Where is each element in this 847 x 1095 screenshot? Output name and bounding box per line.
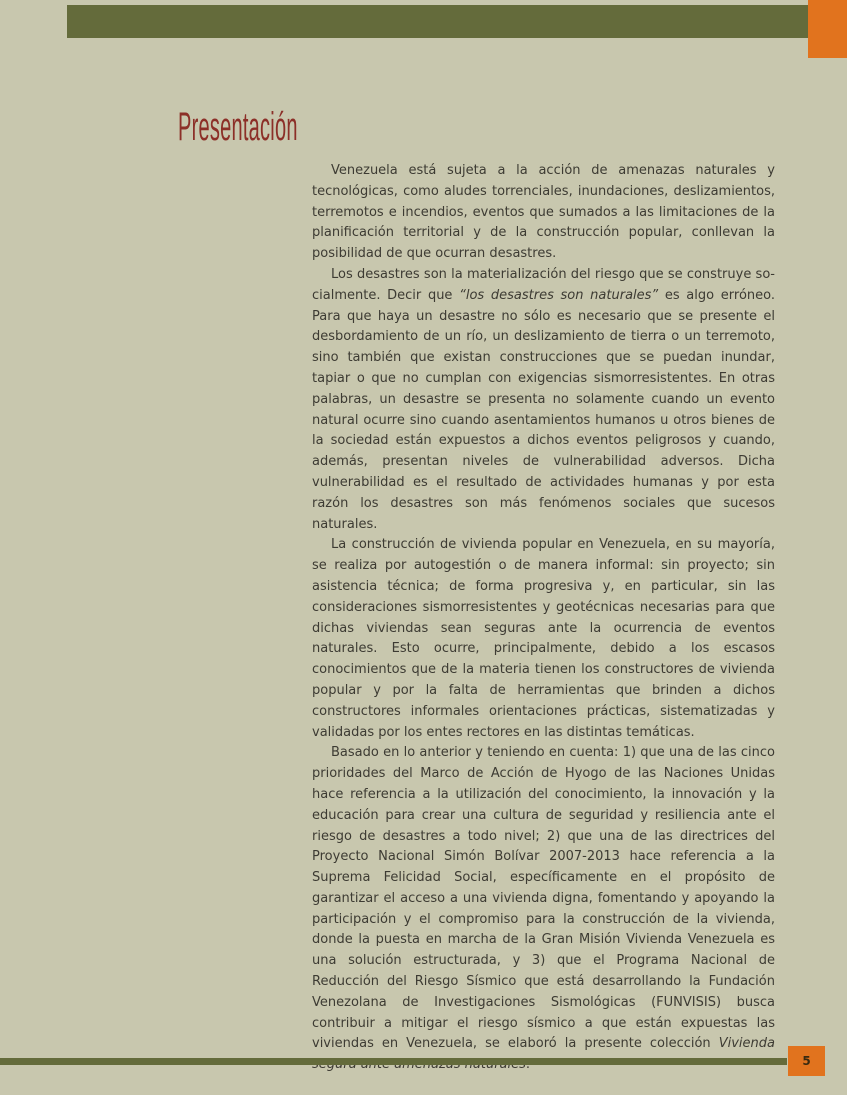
header-bar <box>67 5 827 38</box>
corner-accent-block <box>808 0 847 58</box>
paragraph-text: es algo erróneo. Para que haya un desastre no sólo es necesario que se presente el desbordamiento de un río, un deslizamiento de tierra o un terremoto, sino también que existan construcciones que se puedan inundar, tapiar o que no cumplan con exigencias sismorresistentes. En otras palabras, un desastre se presenta no solamente cuando un evento natural ocurre sino cuando asentamientos humanos u otros bienes de la sociedad están expuestos a dichos eventos peligrosos y cuando, además, presentan niveles de vulnerabilidad adversos. Dicha vulnerabilidad es el resultado de actividades humanas y por esta razón los desastres son más fenómenos sociales que sucesos naturales. <box>312 287 775 532</box>
footer-bar <box>0 1058 787 1065</box>
paragraph-text: Venezuela está sujeta a la acción de amenazas naturales y tecnológicas, como aludes torrenciales, inundaciones, deslizamientos, terremotos e incendios, eventos que sumados a las limitaciones de la planificación territorial y de la construcción popular, conllevan la posibilidad de que ocurran desastres. <box>312 163 775 262</box>
emphasis-text: “los desastres son naturales” <box>459 287 659 303</box>
body-paragraph <box>312 535 775 743</box>
page-number: 5 <box>802 1054 811 1068</box>
page-title: Presentación <box>178 105 298 149</box>
page-number-badge <box>788 1046 825 1076</box>
paragraph-text: La construcción de vivienda popular en Venezuela, en su mayoría, se realiza por autogestión o de manera informal: sin proyecto; sin asistencia técnica; de forma progresiva y, en particular, sin las consideraciones sismorresistentes y geotécnicas necesarias para que dichas viviendas sean seguras ante la ocurrencia de eventos naturales. Esto ocurre, principalmente, debido a los escasos conocimientos que de la materia tienen los constructores de vivienda popular y por la falta de herramientas que brinden a dichos constructores informales orientaciones prácticas, sistematizadas y validadas por los entes rectores en las distintas temáticas. <box>312 537 775 740</box>
body-text <box>312 161 775 1076</box>
paragraph-text: Los desastres son la materialización del riesgo que se construye socialmente. Decir que <box>312 266 775 303</box>
body-paragraph <box>312 161 775 265</box>
body-paragraph <box>312 265 775 535</box>
body-paragraph <box>312 743 775 1076</box>
paragraph-text: Basado en lo anterior y teniendo en cuenta: 1) que una de las cinco prioridades del Marco de Acción de Hyogo de las Naciones Unidas hace referencia a la utilización del conocimiento, la innovación y la educación para crear una cultura de seguridad y resiliencia ante el riesgo de desastres a todo nivel; 2) que una de las directrices del Proyecto Nacional Simón Bolívar 2007-2013 hace referencia a la Suprema Felicidad Social, específicamente en el propósito de garantizar el acceso a una vivienda digna, fomentando y apoyando la participación y el compromiso para la construcción de la vivienda, donde la puesta en marcha de la Gran Misión Vivienda Venezuela es una solución estructurada, y 3) que el Programa Nacional de Reducción del Riesgo Sísmico que está desarrollando la Fundación Venezolana de Investigaciones Sismológicas (FUNVISIS) busca contribuir a mitigar el riesgo sísmico a que están expuestas las viviendas en Venezuela, se elaboró la presente colección <box>312 745 775 1052</box>
emphasis-text: Vivienda <box>718 1036 775 1052</box>
